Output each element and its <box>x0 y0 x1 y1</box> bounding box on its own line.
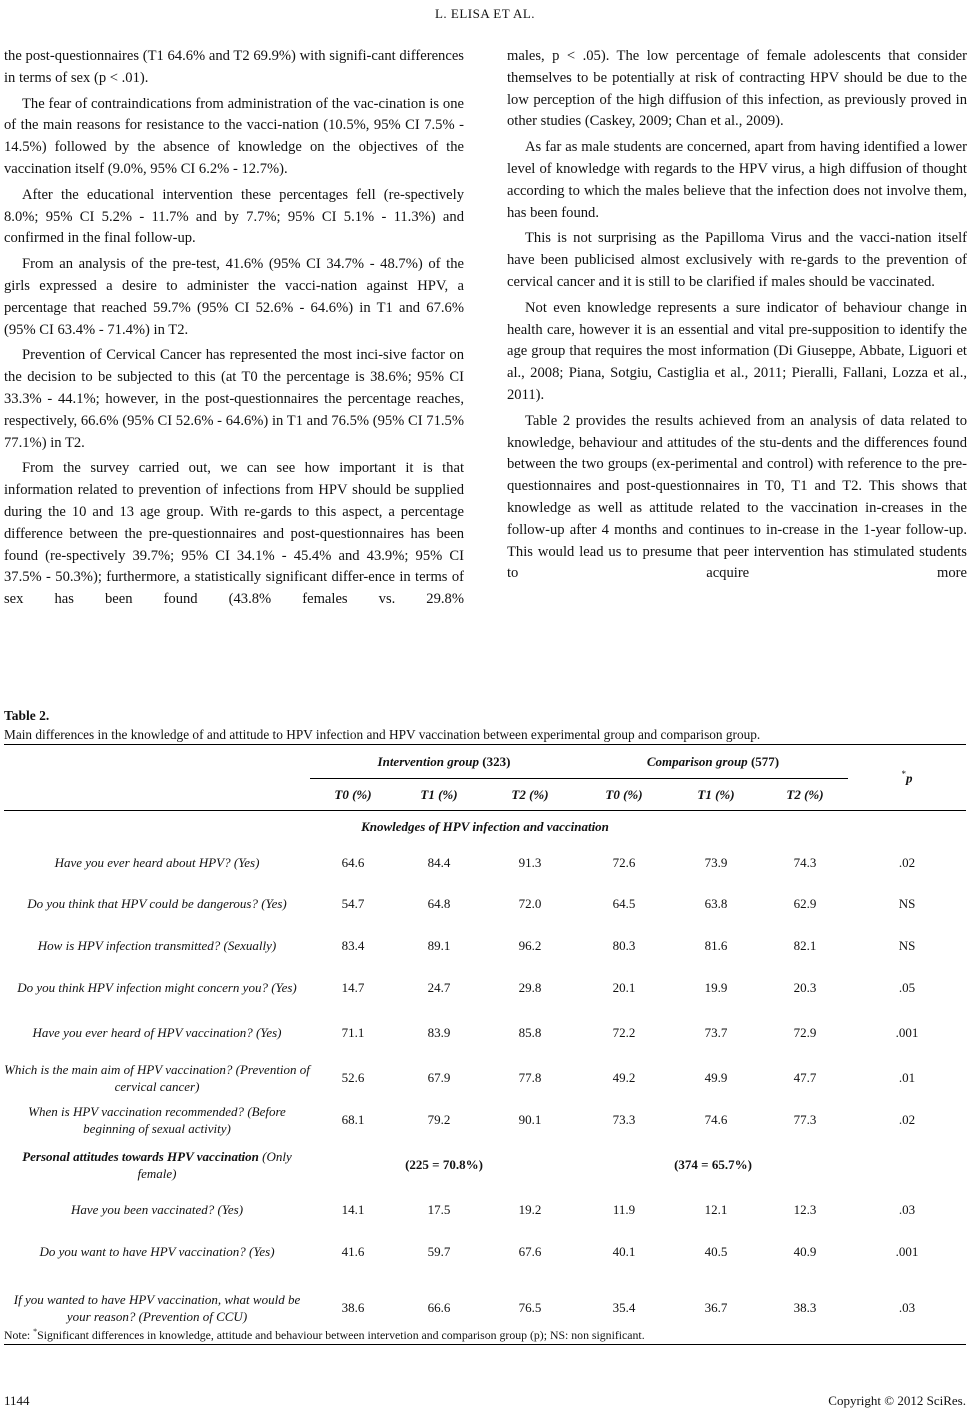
table-row <box>4 967 966 1009</box>
empty-cell <box>4 779 310 811</box>
paragraph: This is not surprising as the Papilloma Virus and the vacci-nation itself have been publicised almost exclusively with re-gards to the prevention of cervical cancer and it is still to be clarified if males should be vaccinated. <box>507 230 967 290</box>
value-cell: 40.5 <box>704 1243 728 1259</box>
value-cell: 41.6 <box>341 1243 365 1259</box>
col-header-cmp-t0: T0 (%) <box>605 786 643 802</box>
p-label: p <box>906 770 913 786</box>
table-title: Table 2. <box>4 708 50 723</box>
table-2 <box>4 744 966 1345</box>
question-cell <box>4 1009 310 1057</box>
note-mark: * <box>33 1327 38 1336</box>
p-value-cell: .02 <box>898 1111 916 1127</box>
value-cell: 49.9 <box>704 1069 728 1085</box>
attitudes-n-comparison: (374 = 65.7%) <box>674 1156 752 1172</box>
table-caption: Main differences in the knowledge of and attitude to HPV infection and HPV vaccination between experimental group and comparison group. <box>4 727 761 742</box>
table-row <box>4 843 966 883</box>
value-cell: 73.7 <box>704 1024 728 1040</box>
col-header-cmp-t1: T1 (%) <box>697 786 735 802</box>
empty-cell <box>848 1141 966 1189</box>
paragraph: Table 2 provides the results achieved from an analysis of data related to knowledge, behaviour and attitudes of the stu-dents and the differences found between the two groups (ex-perimental and control) with reference to the pre-questionnaires and post-questionnaires in T0, T1 and T2. This shows that knowledge as well as attitude related to the vaccination in-creases in the follow-up after 4 months and continues to in-crease in the 1-year follow-up. This would lead us to presume that peer intervention has stimulated students to acquire more <box>507 412 967 582</box>
value-cell: 35.4 <box>612 1300 636 1316</box>
p-value-cell: .03 <box>898 1300 916 1316</box>
value-cell: 47.7 <box>793 1069 817 1085</box>
value-cell: 82.1 <box>793 937 817 953</box>
table-row <box>4 1009 966 1057</box>
comparison-group-n: (577) <box>750 753 780 769</box>
value-cell: 84.4 <box>427 854 451 870</box>
value-cell: 73.9 <box>704 854 728 870</box>
question-text: How is HPV infection transmitted? <box>37 938 221 953</box>
group-header-row <box>4 745 966 779</box>
value-cell: 83.4 <box>341 937 365 953</box>
value-cell: 12.3 <box>793 1201 817 1217</box>
value-cell: 38.6 <box>341 1300 365 1316</box>
value-cell: 40.9 <box>793 1243 817 1259</box>
empty-cell <box>4 745 310 779</box>
p-mark: * <box>901 768 906 779</box>
col-header-cmp-t2: T2 (%) <box>786 786 824 802</box>
results-table <box>4 744 966 1345</box>
question-cell <box>4 1231 310 1273</box>
value-cell: 76.5 <box>518 1300 542 1316</box>
comparison-group-label: Comparison group <box>646 753 748 769</box>
section-row-attitudes <box>4 1141 966 1189</box>
value-cell: 89.1 <box>427 937 451 953</box>
value-cell: 64.6 <box>341 854 365 870</box>
value-cell: 80.3 <box>612 937 636 953</box>
value-cell: 85.8 <box>518 1024 542 1040</box>
p-value-cell: .02 <box>898 854 916 870</box>
time-header-row <box>4 779 966 811</box>
value-cell: 24.7 <box>427 979 451 995</box>
value-cell: 59.7 <box>427 1243 451 1259</box>
value-cell: 79.2 <box>427 1111 451 1127</box>
paragraph: From the survey carried out, we can see how important it is that information related to prevention of infections from HPV should be supplied during the 10 and 13 age group. With re-gards to this aspect, a percentage difference between the pre-questionnaires and post-questionnaires has been found (re-spectively 39.7%; 95% CI 34.1% - 45.4% and 43.9%; 95% CI 37.5% - 50.3%); furthermore, a statistically significant differ-ence in terms of sex has been found (43.8% females vs. 29.8% <box>4 460 464 608</box>
value-cell: 73.3 <box>612 1111 636 1127</box>
knowledge-rows <box>4 843 966 1141</box>
value-cell: 17.5 <box>427 1201 451 1217</box>
table-row <box>4 1057 966 1099</box>
value-cell: 20.1 <box>612 979 636 995</box>
value-cell: 64.8 <box>427 895 451 911</box>
question-text: Have you ever heard of HPV vaccination? <box>32 1025 253 1040</box>
p-value-cell: .03 <box>898 1201 916 1217</box>
question-text: Which is the main aim of HPV vaccination? <box>4 1061 233 1077</box>
right-column <box>507 46 967 589</box>
col-header-int-t0: T0 (%) <box>334 786 372 802</box>
question-text: Do you want to have HPV vaccination? <box>39 1244 246 1259</box>
answer-text: (Sexually) <box>223 938 277 953</box>
value-cell: 72.2 <box>612 1024 636 1040</box>
col-header-int-t2: T2 (%) <box>511 786 549 802</box>
p-value-cell: NS <box>898 937 916 953</box>
page-number: 1144 <box>4 1393 30 1408</box>
value-cell: 49.2 <box>612 1069 636 1085</box>
value-cell: 54.7 <box>341 895 365 911</box>
paragraph: Prevention of Cervical Cancer has represented the most inci-sive factor on the decision to be subjected to this (at T0 the percentage is 38.6%; 95% CI 33.3% - 44.1%; however, in the post-questionnaires the percentage reaches, respectively, 66.6% (95% CI 52.6% - 64.6%) in T1 and 76.5% (95% CI 71.5% 77.1%) in T2. <box>4 347 464 451</box>
col-header-int-t1: T1 (%) <box>420 786 458 802</box>
question-text: When is HPV vaccination recommended? <box>28 1103 245 1119</box>
answer-text: (Yes) <box>271 980 297 995</box>
paragraph: the post-questionnaires (T1 64.6% and T2 69.9%) with signifi-cant differences in terms of sex (p < .01). <box>4 48 464 86</box>
question-text: Have you been vaccinated? <box>70 1202 215 1217</box>
value-cell: 91.3 <box>518 854 542 870</box>
p-header <box>848 745 966 811</box>
question-cell <box>4 1099 310 1141</box>
value-cell: 72.0 <box>518 895 542 911</box>
value-cell: 90.1 <box>518 1111 542 1127</box>
p-value-cell: .001 <box>895 1024 919 1040</box>
value-cell: 19.9 <box>704 979 728 995</box>
section-row-knowledge <box>4 811 966 843</box>
value-cell: 72.9 <box>793 1024 817 1040</box>
value-cell: 63.8 <box>704 895 728 911</box>
section-attitudes-label: Personal attitudes towards HPV vaccination <box>22 1148 259 1164</box>
question-cell <box>4 1057 310 1099</box>
p-value-cell: .001 <box>895 1243 919 1259</box>
question-text: Have you ever heard about HPV? <box>54 855 231 870</box>
table-row <box>4 1231 966 1273</box>
value-cell: 38.3 <box>793 1300 817 1316</box>
value-cell: 29.8 <box>518 979 542 995</box>
value-cell: 67.9 <box>427 1069 451 1085</box>
value-cell: 74.6 <box>704 1111 728 1127</box>
value-cell: 11.9 <box>612 1201 636 1217</box>
question-cell <box>4 843 310 883</box>
p-value-cell: NS <box>898 895 916 911</box>
value-cell: 66.6 <box>427 1300 451 1316</box>
section-attitudes-cell <box>4 1141 310 1189</box>
answer-text: (Yes) <box>255 1025 282 1040</box>
paragraph: The fear of contraindications from administration of the vac-cination is one of the main reasons for resistance to the vacci-nation (10.5%, 95% CI 7.5% - 14.5%) followed by the absence of knowledge on the objectives of the vaccination itself (9.0%, 95% CI 6.2% - 12.7%). <box>4 95 464 177</box>
question-text: Do you think that HPV could be dangerous? <box>27 896 258 911</box>
value-cell: 72.6 <box>612 854 636 870</box>
answer-text: (Yes) <box>217 1202 244 1217</box>
p-value-cell: .05 <box>898 979 916 995</box>
paragraph: As far as male students are concerned, apart from having identified a lower level of knowledge with regards to the HPV virus, a high diffusion of thought according to which the males believe that the infection does not involve them, has been found. <box>507 139 967 221</box>
value-cell: 83.9 <box>427 1024 451 1040</box>
answer-text: (Yes) <box>233 855 260 870</box>
note-text: Significant differences in knowledge, attitude and behaviour between intervetion and comparison group (p); NS: non significant. <box>37 1328 645 1342</box>
intervention-group-header <box>310 745 578 779</box>
answer-text: (Yes) <box>249 1244 275 1259</box>
value-cell: 20.3 <box>793 979 817 995</box>
note-prefix: Note: <box>4 1328 34 1342</box>
value-cell: 67.6 <box>518 1243 542 1259</box>
value-cell: 40.1 <box>612 1243 636 1259</box>
paragraph: Not even knowledge represents a sure indicator of behaviour change in health care, however it is an essential and vital pre-supposition to identify the age group that requires the most information (Di Giuseppe, Abbate, Liguori et al., 2008; Piana, Sotgiu, Castiglia et al., 2011; Pieralli, Fallani, Lozza et al., 2011). <box>507 299 967 403</box>
value-cell: 68.1 <box>341 1111 365 1127</box>
paragraph: males, p < .05). The low percentage of female adolescents that consider themselves to be potentially at risk of contracting HPV should be due to the low perception of the high diffusion of this infection, as previously proved in other studies (Caskey, 2009; Chan et al., 2009). <box>507 48 967 130</box>
value-cell: 64.5 <box>612 895 636 911</box>
question-text: If you wanted to have HPV vaccination, what would be your reason? <box>13 1292 301 1325</box>
table-note <box>4 1327 645 1343</box>
value-cell: 14.7 <box>341 979 365 995</box>
p-value-cell: .01 <box>898 1069 916 1085</box>
comparison-group-header <box>578 745 848 779</box>
paragraph: From an analysis of the pre-test, 41.6% (95% CI 34.7% - 48.7%) of the girls expressed a desire to administer the vacci-nation against HPV, a percentage that reached 59.7% (95% CI 52.6% - 64.6%) in T1 and 67.6% (95% CI 63.4% - 71.4%) in T2. <box>4 256 464 338</box>
value-cell: 12.1 <box>704 1201 728 1217</box>
value-cell: 81.6 <box>704 937 728 953</box>
value-cell: 36.7 <box>704 1300 728 1316</box>
left-column <box>4 46 464 615</box>
section-knowledge-label: Knowledges of HPV infection and vaccination <box>361 818 609 834</box>
answer-text: (Prevention of cervical cancer) <box>114 1061 310 1094</box>
paragraph: After the educational intervention these percentages fell (re-spectively 8.0%; 95% CI 5.2% - 11.7% and by 7.7%; 95% CI 5.1% - 11.3%) and confirmed in the final follow-up. <box>4 186 464 247</box>
attitudes-n-intervention: (225 = 70.8%) <box>405 1156 483 1172</box>
value-cell: 77.8 <box>518 1069 542 1085</box>
question-cell <box>4 883 310 925</box>
attitude-rows <box>4 1189 966 1345</box>
value-cell: 52.6 <box>341 1069 365 1085</box>
value-cell: 77.3 <box>793 1111 817 1127</box>
table-row <box>4 1189 966 1231</box>
section-attitudes-note: (Only female) <box>137 1148 292 1181</box>
value-cell: 62.9 <box>793 895 817 911</box>
question-text: Do you think HPV infection might concern you? <box>17 980 268 995</box>
question-cell <box>4 967 310 1009</box>
table-row <box>4 883 966 925</box>
answer-text: (Prevention of CCU) <box>138 1309 248 1325</box>
value-cell: 74.3 <box>793 854 817 870</box>
value-cell: 71.1 <box>341 1024 365 1040</box>
value-cell: 19.2 <box>518 1201 542 1217</box>
question-cell <box>4 925 310 967</box>
table-row <box>4 925 966 967</box>
intervention-group-label: Intervention group <box>377 753 480 769</box>
answer-text: (Yes) <box>261 896 287 911</box>
running-head: L. ELISA ET AL. <box>434 6 536 21</box>
value-cell: 14.1 <box>341 1201 365 1217</box>
question-cell <box>4 1189 310 1231</box>
value-cell: 96.2 <box>518 937 542 953</box>
intervention-group-n: (323) <box>482 753 511 769</box>
copyright: Copyright © 2012 SciRes. <box>828 1393 966 1408</box>
answer-text: (Before beginning of sexual activity) <box>83 1103 286 1136</box>
table-row <box>4 1099 966 1141</box>
